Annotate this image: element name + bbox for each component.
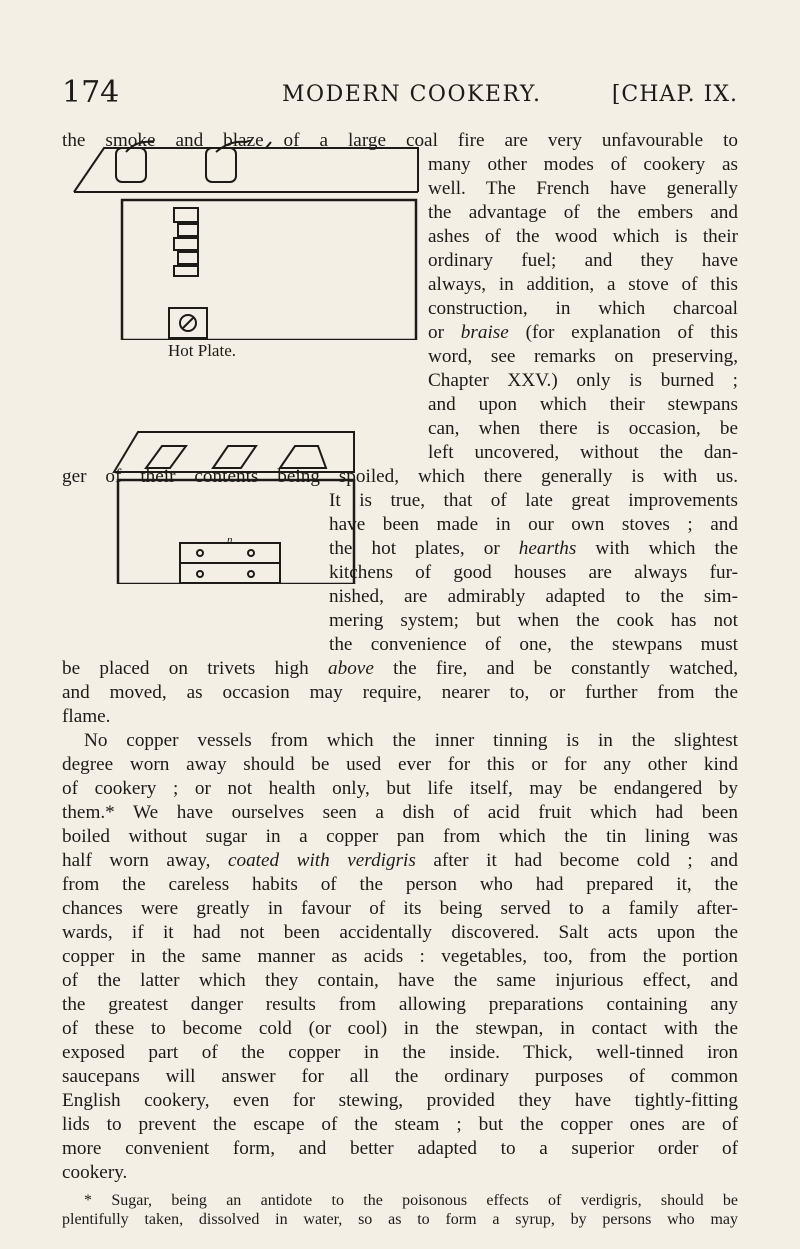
text-line: nished, are admirably adapted to the sim- bbox=[329, 586, 738, 607]
emphasis: coated with verdigris bbox=[227, 850, 416, 871]
emphasis: hearths bbox=[518, 538, 577, 559]
text-line: well. The French have generally bbox=[428, 178, 738, 199]
footnote-line: * Sugar, being an antidote to the poisonous effects of verdigris, should be bbox=[84, 1192, 738, 1209]
text-line: have been made in our own stoves ; and bbox=[329, 514, 738, 535]
text-line: of the latter which they contain, have the same injurious effect, and bbox=[62, 970, 738, 991]
text-line: No copper vessels from which the inner tinning is in the slightest bbox=[84, 730, 738, 751]
running-title: MODERN COOKERY. bbox=[282, 82, 542, 107]
text-line bbox=[428, 321, 738, 344]
text-line: left uncovered, without the dan- bbox=[428, 442, 738, 463]
text-line: Chapter XXV.) only is burned ; bbox=[428, 370, 738, 391]
text-run: be placed on trivets high bbox=[62, 658, 329, 679]
text-line: the advantage of the embers and bbox=[428, 202, 738, 223]
text-line: cookery. bbox=[62, 1162, 128, 1183]
page-header bbox=[62, 75, 738, 111]
text-line: construction, in which charcoal bbox=[428, 298, 738, 319]
text-line: ger of their contents being spoiled, which there generally is with us. bbox=[62, 466, 738, 487]
text-line: word, see remarks on preserving, bbox=[428, 346, 738, 367]
text-line: the greatest danger results from allowing preparations containing any bbox=[62, 994, 738, 1015]
figure-caption: Hot Plate. bbox=[168, 341, 236, 360]
text-line: can, when there is occasion, be bbox=[428, 418, 738, 439]
text-run: the fire, and be constantly watched, bbox=[373, 658, 738, 679]
text-line: lids to prevent the escape of the steam ; but the copper ones are of bbox=[62, 1114, 738, 1135]
text-line: ordinary fuel; and they have bbox=[428, 250, 738, 271]
text-line: saucepans will answer for all the ordinary purposes of common bbox=[62, 1066, 738, 1087]
text-line: mering system; but when the cook has not bbox=[329, 610, 738, 631]
text-line: more convenient form, and better adapted to a superior order of bbox=[62, 1138, 738, 1159]
text-line bbox=[62, 657, 738, 680]
text-line: boiled without sugar in a copper pan from which the tin lining was bbox=[62, 826, 738, 847]
text-line bbox=[62, 849, 738, 872]
emphasis: braise bbox=[460, 322, 509, 343]
text-line bbox=[329, 537, 738, 560]
text-line: from the careless habits of the person who had prepared it, the bbox=[62, 874, 738, 895]
text-line: and upon which their stewpans bbox=[428, 394, 738, 415]
text-line: degree worn away should be used ever for this or for any other kind bbox=[62, 754, 738, 775]
text-line: chances were greatly in favour of its being served to a family after- bbox=[62, 898, 738, 919]
stove-label: n bbox=[227, 534, 233, 546]
text-run: half worn away, bbox=[62, 850, 228, 871]
emphasis: above bbox=[328, 658, 374, 679]
text-run: the hot plates, or bbox=[329, 538, 519, 559]
footnote-line: plentifully taken, dissolved in water, so as to form a syrup, by persons who may bbox=[62, 1211, 738, 1228]
text-line: copper in the same manner as acids : vegetables, too, from the portion bbox=[62, 946, 738, 967]
text-line: them.* We have ourselves seen a dish of acid fruit which had been bbox=[62, 802, 738, 823]
text-line: many other modes of cookery as bbox=[428, 154, 738, 175]
chapter-reference: [CHAP. IX. bbox=[611, 82, 738, 107]
stove-illustration bbox=[110, 428, 360, 584]
text-line: always, in addition, a stove of this bbox=[428, 274, 738, 295]
hot-plate-illustration bbox=[66, 140, 424, 340]
text-run: (for explanation of this bbox=[508, 322, 738, 343]
text-run: after it had become cold ; and bbox=[415, 850, 738, 871]
text-line: kitchens of good houses are always fur- bbox=[329, 562, 738, 583]
text-line: flame. bbox=[62, 706, 111, 727]
text-line: wards, if it had not been accidentally discovered. Salt acts upon the bbox=[62, 922, 738, 943]
text-line: ashes of the wood which is their bbox=[428, 226, 738, 247]
text-line: of cookery ; or not health only, but life itself, may be endangered by bbox=[62, 778, 738, 799]
text-line: of these to become cold (or cool) in the stewpan, in contact with the bbox=[62, 1018, 738, 1039]
text-line: English cookery, even for stewing, provided they have tightly-fitting bbox=[62, 1090, 738, 1111]
text-line: the smoke and blaze of a large coal fire are very unfavourable to bbox=[62, 130, 738, 151]
text-line: the convenience of one, the stewpans must bbox=[329, 634, 738, 655]
page-number: 174 bbox=[62, 75, 120, 110]
text-line: It is true, that of late great improvements bbox=[329, 490, 738, 511]
text-run: or bbox=[428, 322, 461, 343]
text-line: and moved, as occasion may require, nearer to, or further from the bbox=[62, 682, 738, 703]
text-line: exposed part of the copper in the inside. Thick, well-tinned iron bbox=[62, 1042, 738, 1063]
text-run: with which the bbox=[576, 538, 738, 559]
